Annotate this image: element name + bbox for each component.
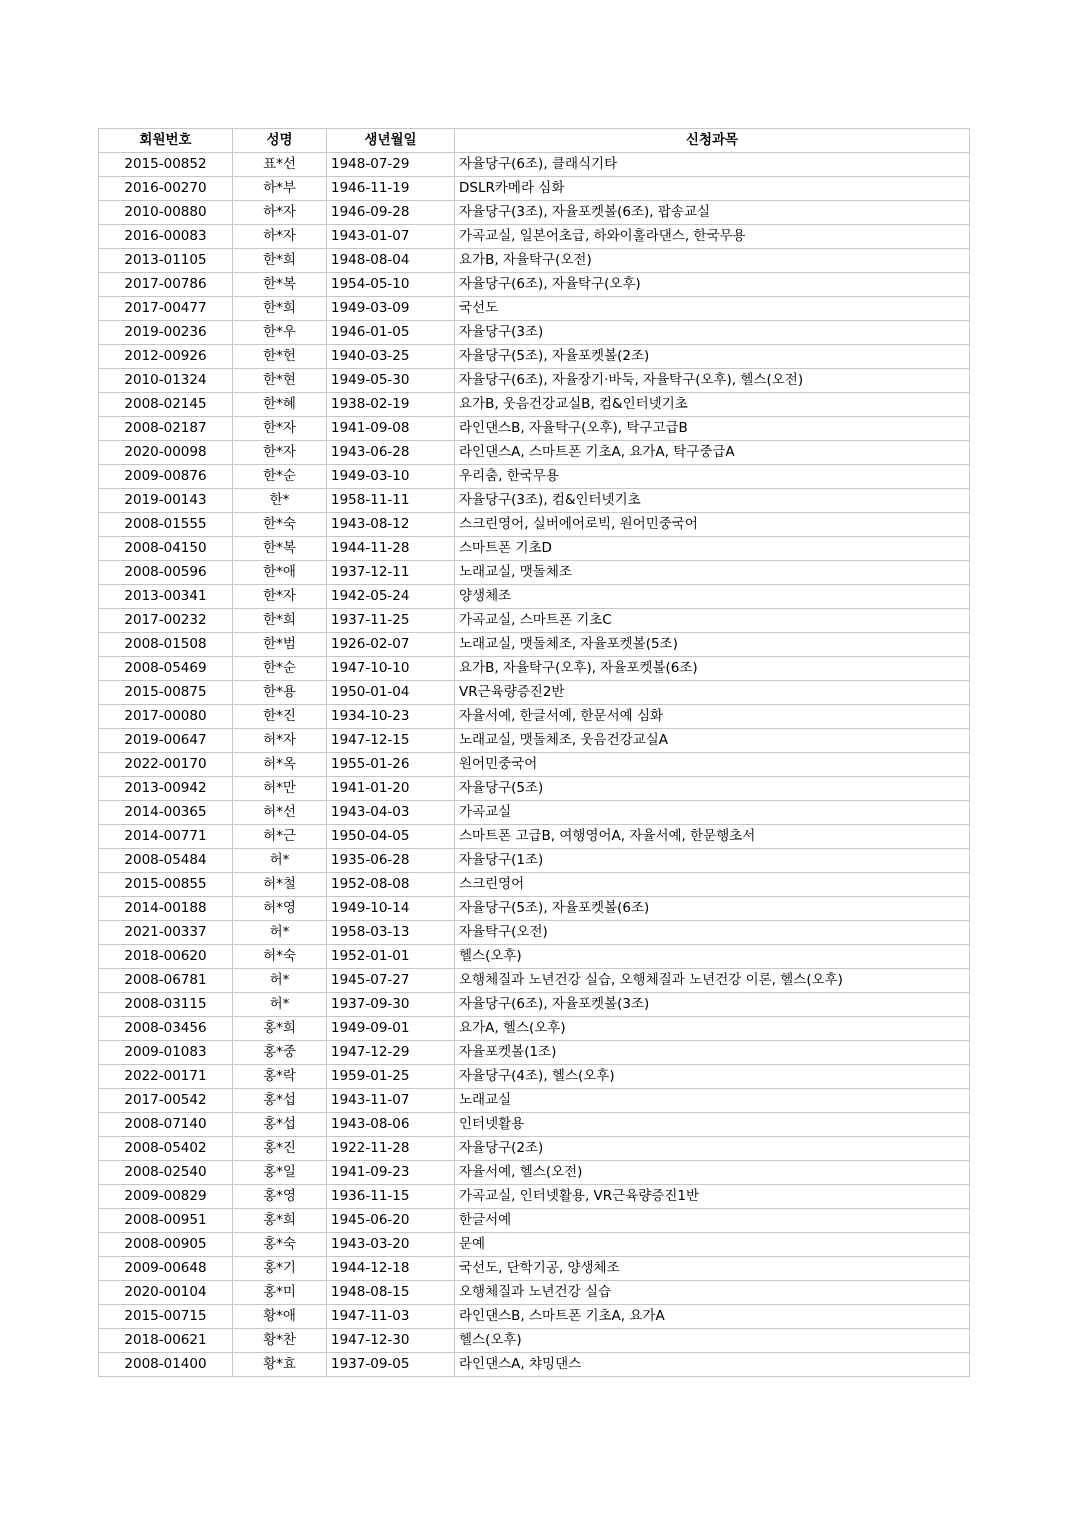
cell-courses: 스마트폰 기초D — [455, 537, 970, 561]
table-row — [99, 321, 970, 345]
table-row — [99, 1353, 970, 1377]
cell-name: 허*영 — [233, 897, 327, 921]
cell-name: 한*희 — [233, 609, 327, 633]
cell-name: 허* — [233, 993, 327, 1017]
table-row — [99, 1305, 970, 1329]
cell-courses: 오행체질과 노년건강 실습, 오행체질과 노년건강 이론, 헬스(오후) — [455, 969, 970, 993]
cell-member-id: 2008-00905 — [99, 1233, 233, 1257]
cell-name: 홍*영 — [233, 1185, 327, 1209]
cell-member-id: 2015-00852 — [99, 153, 233, 177]
cell-member-id: 2009-00876 — [99, 465, 233, 489]
cell-name: 홍*숙 — [233, 1233, 327, 1257]
cell-name: 허*근 — [233, 825, 327, 849]
cell-name: 한* — [233, 489, 327, 513]
table-row — [99, 153, 970, 177]
cell-name: 한*희 — [233, 249, 327, 273]
cell-name: 한*순 — [233, 657, 327, 681]
cell-member-id: 2010-00880 — [99, 201, 233, 225]
cell-courses: 자율당구(3조), 자율포켓볼(6조), 팝송교실 — [455, 201, 970, 225]
cell-birth-date: 1943-01-07 — [327, 225, 455, 249]
cell-member-id: 2008-02145 — [99, 393, 233, 417]
cell-birth-date: 1947-12-15 — [327, 729, 455, 753]
cell-birth-date: 1944-12-18 — [327, 1257, 455, 1281]
cell-courses: 가곡교실, 스마트폰 기초C — [455, 609, 970, 633]
table-row — [99, 1137, 970, 1161]
cell-name: 한*용 — [233, 681, 327, 705]
cell-member-id: 2008-00951 — [99, 1209, 233, 1233]
cell-name: 허* — [233, 921, 327, 945]
cell-birth-date: 1941-09-23 — [327, 1161, 455, 1185]
cell-courses: 인터넷활용 — [455, 1113, 970, 1137]
table-row — [99, 537, 970, 561]
cell-birth-date: 1943-03-20 — [327, 1233, 455, 1257]
cell-member-id: 2015-00855 — [99, 873, 233, 897]
cell-courses: 요가B, 자율탁구(오후), 자율포켓볼(6조) — [455, 657, 970, 681]
cell-member-id: 2008-06781 — [99, 969, 233, 993]
member-course-table — [98, 128, 970, 1377]
table-row — [99, 681, 970, 705]
cell-name: 허*옥 — [233, 753, 327, 777]
cell-courses: 자율당구(5조), 자율포켓볼(6조) — [455, 897, 970, 921]
cell-birth-date: 1937-09-05 — [327, 1353, 455, 1377]
table-row — [99, 249, 970, 273]
table-row — [99, 1065, 970, 1089]
cell-member-id: 2014-00365 — [99, 801, 233, 825]
table-row — [99, 297, 970, 321]
cell-member-id: 2016-00083 — [99, 225, 233, 249]
cell-name: 허*자 — [233, 729, 327, 753]
cell-courses: 헬스(오후) — [455, 1329, 970, 1353]
cell-member-id: 2009-00648 — [99, 1257, 233, 1281]
table-row — [99, 873, 970, 897]
cell-birth-date: 1947-12-30 — [327, 1329, 455, 1353]
table-row — [99, 897, 970, 921]
cell-member-id: 2017-00232 — [99, 609, 233, 633]
cell-name: 표*선 — [233, 153, 327, 177]
cell-name: 한*복 — [233, 273, 327, 297]
table-header-row — [99, 129, 970, 153]
roster-page — [98, 128, 969, 1377]
cell-name: 홍*미 — [233, 1281, 327, 1305]
cell-name: 허*만 — [233, 777, 327, 801]
cell-member-id: 2018-00620 — [99, 945, 233, 969]
cell-name: 허* — [233, 849, 327, 873]
cell-member-id: 2010-01324 — [99, 369, 233, 393]
table-row — [99, 1089, 970, 1113]
table-row — [99, 969, 970, 993]
cell-courses: 양생체조 — [455, 585, 970, 609]
cell-birth-date: 1926-02-07 — [327, 633, 455, 657]
cell-courses: 노래교실, 맷돌체조, 자율포켓볼(5조) — [455, 633, 970, 657]
cell-courses: 자율당구(3조), 컴&인터넷기초 — [455, 489, 970, 513]
cell-member-id: 2009-01083 — [99, 1041, 233, 1065]
cell-member-id: 2017-00477 — [99, 297, 233, 321]
table-row — [99, 561, 970, 585]
table-row — [99, 1041, 970, 1065]
header-birth-date: 생년월일 — [327, 129, 455, 153]
cell-member-id: 2020-00098 — [99, 441, 233, 465]
cell-courses: 자율당구(6조), 자율포켓볼(3조) — [455, 993, 970, 1017]
cell-name: 한*애 — [233, 561, 327, 585]
cell-courses: 자율당구(6조), 클래식기타 — [455, 153, 970, 177]
cell-member-id: 2013-00942 — [99, 777, 233, 801]
table-row — [99, 177, 970, 201]
cell-member-id: 2008-05402 — [99, 1137, 233, 1161]
cell-birth-date: 1943-06-28 — [327, 441, 455, 465]
cell-courses: 우리춤, 한국무용 — [455, 465, 970, 489]
cell-member-id: 2008-05484 — [99, 849, 233, 873]
cell-courses: 문예 — [455, 1233, 970, 1257]
cell-courses: 오행체질과 노년건강 실습 — [455, 1281, 970, 1305]
cell-member-id: 2009-00829 — [99, 1185, 233, 1209]
table-body — [99, 153, 970, 1377]
cell-courses: 스마트폰 고급B, 여행영어A, 자율서예, 한문행초서 — [455, 825, 970, 849]
cell-name: 하*자 — [233, 201, 327, 225]
table-row — [99, 585, 970, 609]
cell-birth-date: 1949-09-01 — [327, 1017, 455, 1041]
table-row — [99, 369, 970, 393]
cell-birth-date: 1949-03-10 — [327, 465, 455, 489]
cell-member-id: 2008-01508 — [99, 633, 233, 657]
cell-birth-date: 1959-01-25 — [327, 1065, 455, 1089]
cell-name: 하*자 — [233, 225, 327, 249]
cell-birth-date: 1943-08-06 — [327, 1113, 455, 1137]
table-row — [99, 465, 970, 489]
cell-name: 허*선 — [233, 801, 327, 825]
cell-member-id: 2013-00341 — [99, 585, 233, 609]
cell-name: 허*숙 — [233, 945, 327, 969]
cell-birth-date: 1949-10-14 — [327, 897, 455, 921]
table-row — [99, 417, 970, 441]
table-row — [99, 993, 970, 1017]
table-row — [99, 753, 970, 777]
cell-courses: 자율당구(1조) — [455, 849, 970, 873]
cell-name: 한*순 — [233, 465, 327, 489]
cell-courses: 국선도 — [455, 297, 970, 321]
table-row — [99, 441, 970, 465]
cell-birth-date: 1949-05-30 — [327, 369, 455, 393]
cell-member-id: 2019-00647 — [99, 729, 233, 753]
cell-member-id: 2014-00771 — [99, 825, 233, 849]
cell-member-id: 2019-00236 — [99, 321, 233, 345]
cell-name: 홍*일 — [233, 1161, 327, 1185]
table-row — [99, 849, 970, 873]
cell-birth-date: 1947-11-03 — [327, 1305, 455, 1329]
cell-member-id: 2008-02540 — [99, 1161, 233, 1185]
cell-courses: DSLR카메라 심화 — [455, 177, 970, 201]
cell-birth-date: 1941-09-08 — [327, 417, 455, 441]
table-row — [99, 393, 970, 417]
cell-member-id: 2015-00715 — [99, 1305, 233, 1329]
table-row — [99, 201, 970, 225]
cell-courses: 한글서예 — [455, 1209, 970, 1233]
table-row — [99, 945, 970, 969]
cell-birth-date: 1936-11-15 — [327, 1185, 455, 1209]
cell-name: 한*현 — [233, 369, 327, 393]
cell-courses: 헬스(오후) — [455, 945, 970, 969]
table-row — [99, 273, 970, 297]
cell-birth-date: 1958-11-11 — [327, 489, 455, 513]
cell-courses: 자율당구(5조) — [455, 777, 970, 801]
cell-name: 한*희 — [233, 297, 327, 321]
cell-name: 한*자 — [233, 441, 327, 465]
cell-name: 황*효 — [233, 1353, 327, 1377]
cell-name: 허* — [233, 969, 327, 993]
cell-birth-date: 1947-10-10 — [327, 657, 455, 681]
cell-member-id: 2022-00170 — [99, 753, 233, 777]
cell-courses: 자율서예, 한글서예, 한문서예 심화 — [455, 705, 970, 729]
cell-member-id: 2008-03115 — [99, 993, 233, 1017]
cell-name: 한*숙 — [233, 513, 327, 537]
cell-courses: 자율포켓볼(1조) — [455, 1041, 970, 1065]
cell-member-id: 2016-00270 — [99, 177, 233, 201]
cell-name: 허*철 — [233, 873, 327, 897]
cell-member-id: 2013-01105 — [99, 249, 233, 273]
cell-member-id: 2022-00171 — [99, 1065, 233, 1089]
cell-birth-date: 1941-01-20 — [327, 777, 455, 801]
cell-birth-date: 1947-12-29 — [327, 1041, 455, 1065]
table-row — [99, 705, 970, 729]
cell-courses: 라인댄스A, 스마트폰 기초A, 요가A, 탁구중급A — [455, 441, 970, 465]
table-row — [99, 729, 970, 753]
cell-name: 황*찬 — [233, 1329, 327, 1353]
cell-courses: 노래교실, 맷돌체조 — [455, 561, 970, 585]
cell-birth-date: 1937-09-30 — [327, 993, 455, 1017]
cell-name: 홍*섭 — [233, 1113, 327, 1137]
cell-birth-date: 1948-07-29 — [327, 153, 455, 177]
cell-birth-date: 1940-03-25 — [327, 345, 455, 369]
cell-courses: 가곡교실 — [455, 801, 970, 825]
cell-birth-date: 1946-11-19 — [327, 177, 455, 201]
cell-birth-date: 1945-07-27 — [327, 969, 455, 993]
table-row — [99, 1185, 970, 1209]
cell-courses: 자율당구(6조), 자율탁구(오후) — [455, 273, 970, 297]
cell-name: 한*자 — [233, 585, 327, 609]
cell-member-id: 2008-00596 — [99, 561, 233, 585]
cell-name: 한*복 — [233, 537, 327, 561]
cell-name: 홍*기 — [233, 1257, 327, 1281]
cell-name: 홍*락 — [233, 1065, 327, 1089]
cell-name: 한*진 — [233, 705, 327, 729]
cell-name: 홍*중 — [233, 1041, 327, 1065]
table-row — [99, 633, 970, 657]
cell-courses: 노래교실 — [455, 1089, 970, 1113]
cell-member-id: 2018-00621 — [99, 1329, 233, 1353]
table-row — [99, 1281, 970, 1305]
cell-courses: 스크린영어 — [455, 873, 970, 897]
cell-name: 홍*희 — [233, 1209, 327, 1233]
cell-birth-date: 1943-11-07 — [327, 1089, 455, 1113]
cell-birth-date: 1937-12-11 — [327, 561, 455, 585]
cell-birth-date: 1958-03-13 — [327, 921, 455, 945]
cell-member-id: 2017-00542 — [99, 1089, 233, 1113]
cell-member-id: 2008-01400 — [99, 1353, 233, 1377]
cell-courses: 국선도, 단학기공, 양생체조 — [455, 1257, 970, 1281]
cell-birth-date: 1943-04-03 — [327, 801, 455, 825]
table-row — [99, 825, 970, 849]
cell-courses: 자율당구(6조), 자율장기·바둑, 자율탁구(오후), 헬스(오전) — [455, 369, 970, 393]
table-row — [99, 513, 970, 537]
table-row — [99, 777, 970, 801]
cell-birth-date: 1946-01-05 — [327, 321, 455, 345]
cell-birth-date: 1950-01-04 — [327, 681, 455, 705]
table-row — [99, 1017, 970, 1041]
cell-member-id: 2021-00337 — [99, 921, 233, 945]
cell-birth-date: 1943-08-12 — [327, 513, 455, 537]
cell-courses: 요가B, 자율탁구(오전) — [455, 249, 970, 273]
header-name: 성명 — [233, 129, 327, 153]
cell-birth-date: 1922-11-28 — [327, 1137, 455, 1161]
cell-birth-date: 1954-05-10 — [327, 273, 455, 297]
table-row — [99, 657, 970, 681]
cell-birth-date: 1934-10-23 — [327, 705, 455, 729]
cell-courses: 요가A, 헬스(오후) — [455, 1017, 970, 1041]
cell-courses: 원어민중국어 — [455, 753, 970, 777]
cell-courses: 자율서예, 헬스(오전) — [455, 1161, 970, 1185]
cell-name: 홍*희 — [233, 1017, 327, 1041]
cell-member-id: 2008-03456 — [99, 1017, 233, 1041]
cell-member-id: 2008-04150 — [99, 537, 233, 561]
cell-name: 한*혜 — [233, 393, 327, 417]
cell-birth-date: 1944-11-28 — [327, 537, 455, 561]
cell-birth-date: 1948-08-15 — [327, 1281, 455, 1305]
cell-member-id: 2017-00786 — [99, 273, 233, 297]
table-row — [99, 1113, 970, 1137]
table-row — [99, 489, 970, 513]
cell-courses: 자율당구(2조) — [455, 1137, 970, 1161]
cell-birth-date: 1950-04-05 — [327, 825, 455, 849]
cell-name: 홍*섭 — [233, 1089, 327, 1113]
cell-name: 한*우 — [233, 321, 327, 345]
cell-courses: 자율당구(3조) — [455, 321, 970, 345]
cell-birth-date: 1937-11-25 — [327, 609, 455, 633]
cell-member-id: 2008-07140 — [99, 1113, 233, 1137]
cell-courses: 자율당구(4조), 헬스(오후) — [455, 1065, 970, 1089]
table-row — [99, 1161, 970, 1185]
cell-birth-date: 1938-02-19 — [327, 393, 455, 417]
table-row — [99, 345, 970, 369]
header-member-id: 회원번호 — [99, 129, 233, 153]
cell-courses: 노래교실, 맷돌체조, 웃음건강교실A — [455, 729, 970, 753]
table-row — [99, 609, 970, 633]
table-row — [99, 1257, 970, 1281]
cell-courses: 라인댄스B, 스마트폰 기초A, 요가A — [455, 1305, 970, 1329]
cell-birth-date: 1952-01-01 — [327, 945, 455, 969]
cell-birth-date: 1945-06-20 — [327, 1209, 455, 1233]
cell-courses: 가곡교실, 인터넷활용, VR근육량증진1반 — [455, 1185, 970, 1209]
cell-member-id: 2014-00188 — [99, 897, 233, 921]
cell-name: 황*애 — [233, 1305, 327, 1329]
cell-courses: 자율당구(5조), 자율포켓볼(2조) — [455, 345, 970, 369]
cell-name: 한*헌 — [233, 345, 327, 369]
cell-name: 한*자 — [233, 417, 327, 441]
cell-member-id: 2017-00080 — [99, 705, 233, 729]
cell-birth-date: 1942-05-24 — [327, 585, 455, 609]
cell-member-id: 2019-00143 — [99, 489, 233, 513]
cell-member-id: 2008-01555 — [99, 513, 233, 537]
cell-birth-date: 1946-09-28 — [327, 201, 455, 225]
cell-birth-date: 1948-08-04 — [327, 249, 455, 273]
cell-member-id: 2012-00926 — [99, 345, 233, 369]
table-row — [99, 1209, 970, 1233]
table-row — [99, 801, 970, 825]
table-row — [99, 1329, 970, 1353]
cell-member-id: 2015-00875 — [99, 681, 233, 705]
cell-courses: 라인댄스A, 챠밍댄스 — [455, 1353, 970, 1377]
cell-name: 하*부 — [233, 177, 327, 201]
cell-courses: 스크린영어, 실버에어로빅, 원어민중국어 — [455, 513, 970, 537]
cell-courses: 가곡교실, 일본어초급, 하와이훌라댄스, 한국무용 — [455, 225, 970, 249]
cell-birth-date: 1935-06-28 — [327, 849, 455, 873]
header-courses: 신청과목 — [455, 129, 970, 153]
cell-birth-date: 1949-03-09 — [327, 297, 455, 321]
cell-member-id: 2008-02187 — [99, 417, 233, 441]
table-row — [99, 225, 970, 249]
cell-member-id: 2008-05469 — [99, 657, 233, 681]
cell-birth-date: 1952-08-08 — [327, 873, 455, 897]
table-row — [99, 1233, 970, 1257]
cell-courses: 자율탁구(오전) — [455, 921, 970, 945]
cell-birth-date: 1955-01-26 — [327, 753, 455, 777]
cell-courses: 요가B, 웃음건강교실B, 컴&인터넷기초 — [455, 393, 970, 417]
cell-member-id: 2020-00104 — [99, 1281, 233, 1305]
cell-name: 홍*진 — [233, 1137, 327, 1161]
table-row — [99, 921, 970, 945]
cell-name: 한*범 — [233, 633, 327, 657]
cell-courses: 라인댄스B, 자율탁구(오후), 탁구고급B — [455, 417, 970, 441]
cell-courses: VR근육량증진2반 — [455, 681, 970, 705]
